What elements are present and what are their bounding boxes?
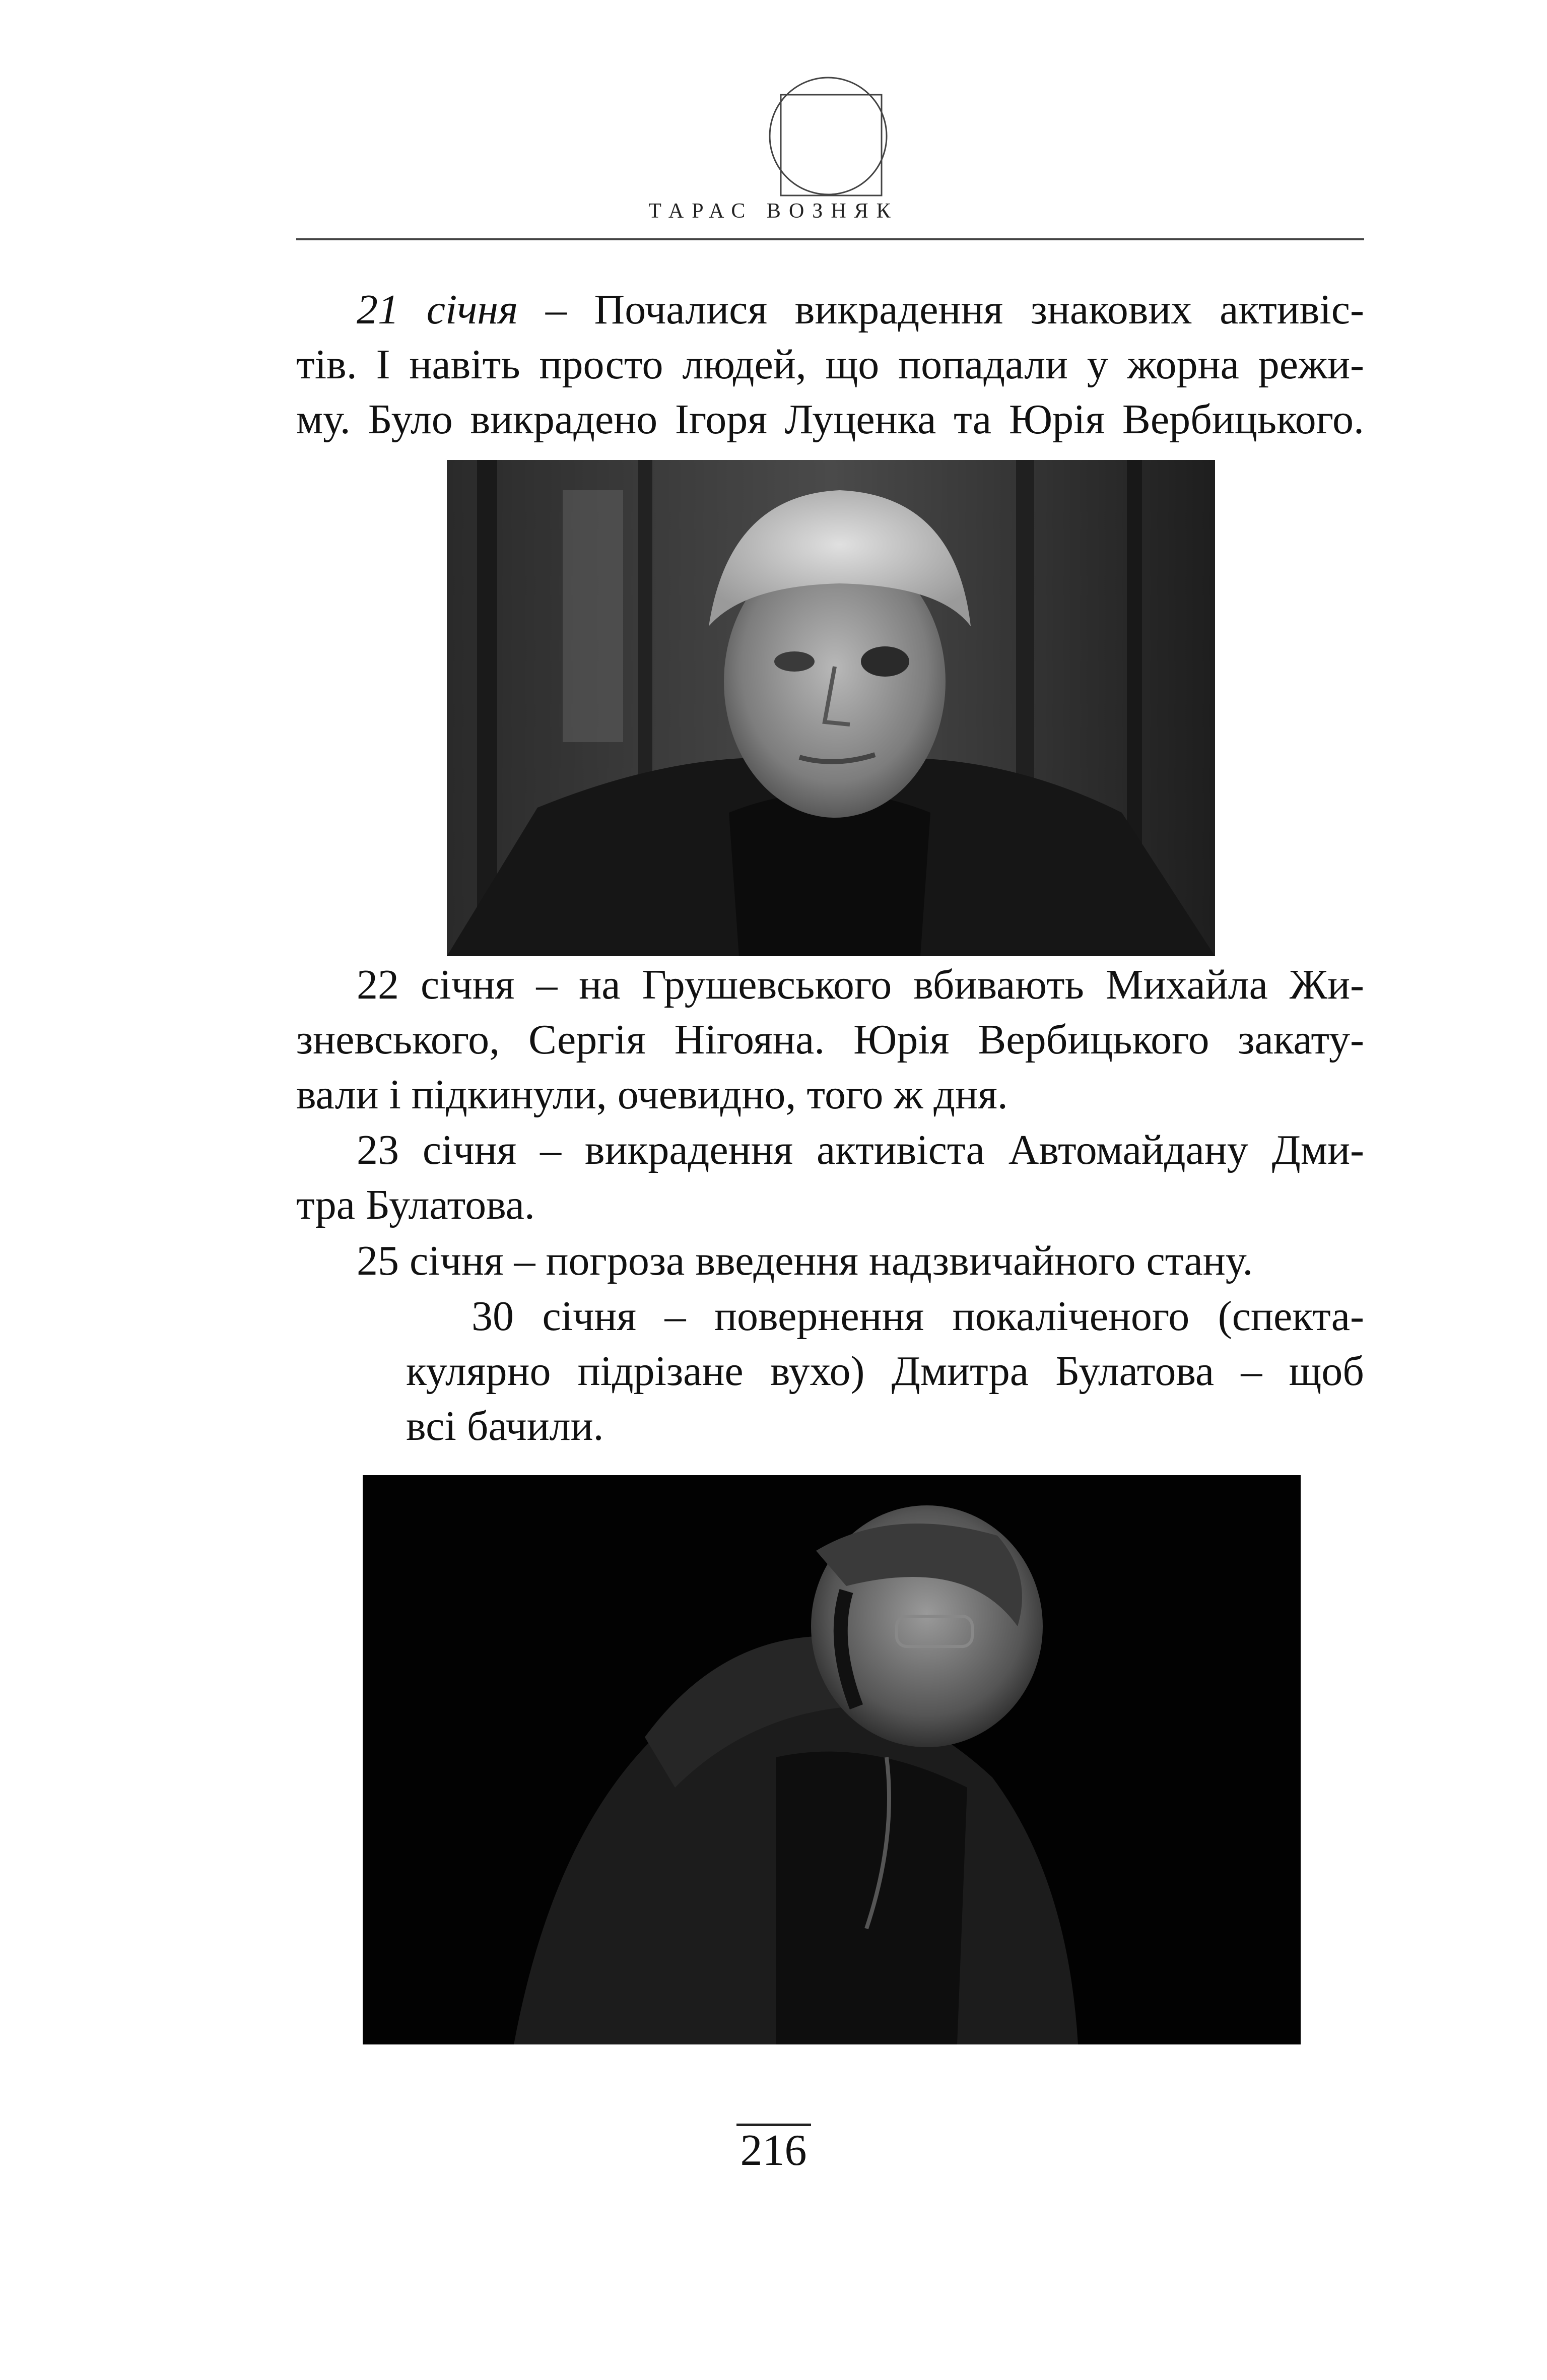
date-label: 21 січня	[357, 286, 518, 333]
text-fragment: 25 січня – погроза введення надзвичайного стану.	[357, 1237, 1253, 1284]
text-fragment: 22 січня – на Грушевського вбивають Михайла Жи-	[357, 961, 1364, 1008]
text-line	[296, 1233, 1364, 1288]
text-fragment: 30 січня – повернення покаліченого (спекта-	[472, 1293, 1364, 1340]
text-line	[296, 1122, 1364, 1177]
text-line: тра Булатова.	[296, 1181, 535, 1229]
text-fragment: 23 січня – викрадення активіста Автомайдану Дми-	[357, 1127, 1364, 1173]
text-line: му. Було викрадено Ігоря Луценка та Юрія Вербицького.	[296, 396, 1364, 443]
text-line: кулярно підрізане вухо) Дмитра Булатова – щоб	[406, 1348, 1364, 1395]
page-number-value: 216	[736, 2124, 811, 2175]
circle-square-emblem-icon	[768, 76, 889, 196]
text-line: тів. І навіть просто людей, що попадали у жорна режи-	[296, 341, 1364, 388]
paragraph-jan-21	[296, 282, 1364, 447]
photo-man-in-knit-hat	[447, 460, 1215, 956]
paragraph-jan-22	[296, 957, 1364, 1122]
text-fragment: – Почалися викрадення знакових активіс-	[518, 286, 1364, 333]
page-number	[0, 2125, 1547, 2176]
text-line	[296, 282, 1364, 337]
paragraph-jan-23	[296, 1122, 1364, 1232]
paragraph-jan-25	[296, 1233, 1364, 1288]
header-rule	[296, 238, 1364, 240]
paragraph-jan-30	[406, 1289, 1364, 1454]
text-line: всі бачили.	[406, 1403, 604, 1450]
text-line: вали і підкинули, очевидно, того ж дня.	[296, 1071, 1008, 1118]
text-line	[406, 1289, 1364, 1344]
running-head: ТАРАС ВОЗНЯК	[648, 200, 899, 223]
photo-injured-man-at-night	[363, 1475, 1301, 2044]
text-line	[296, 957, 1364, 1012]
text-line: зневського, Сергія Нігояна. Юрія Вербицького закату-	[296, 1016, 1364, 1064]
